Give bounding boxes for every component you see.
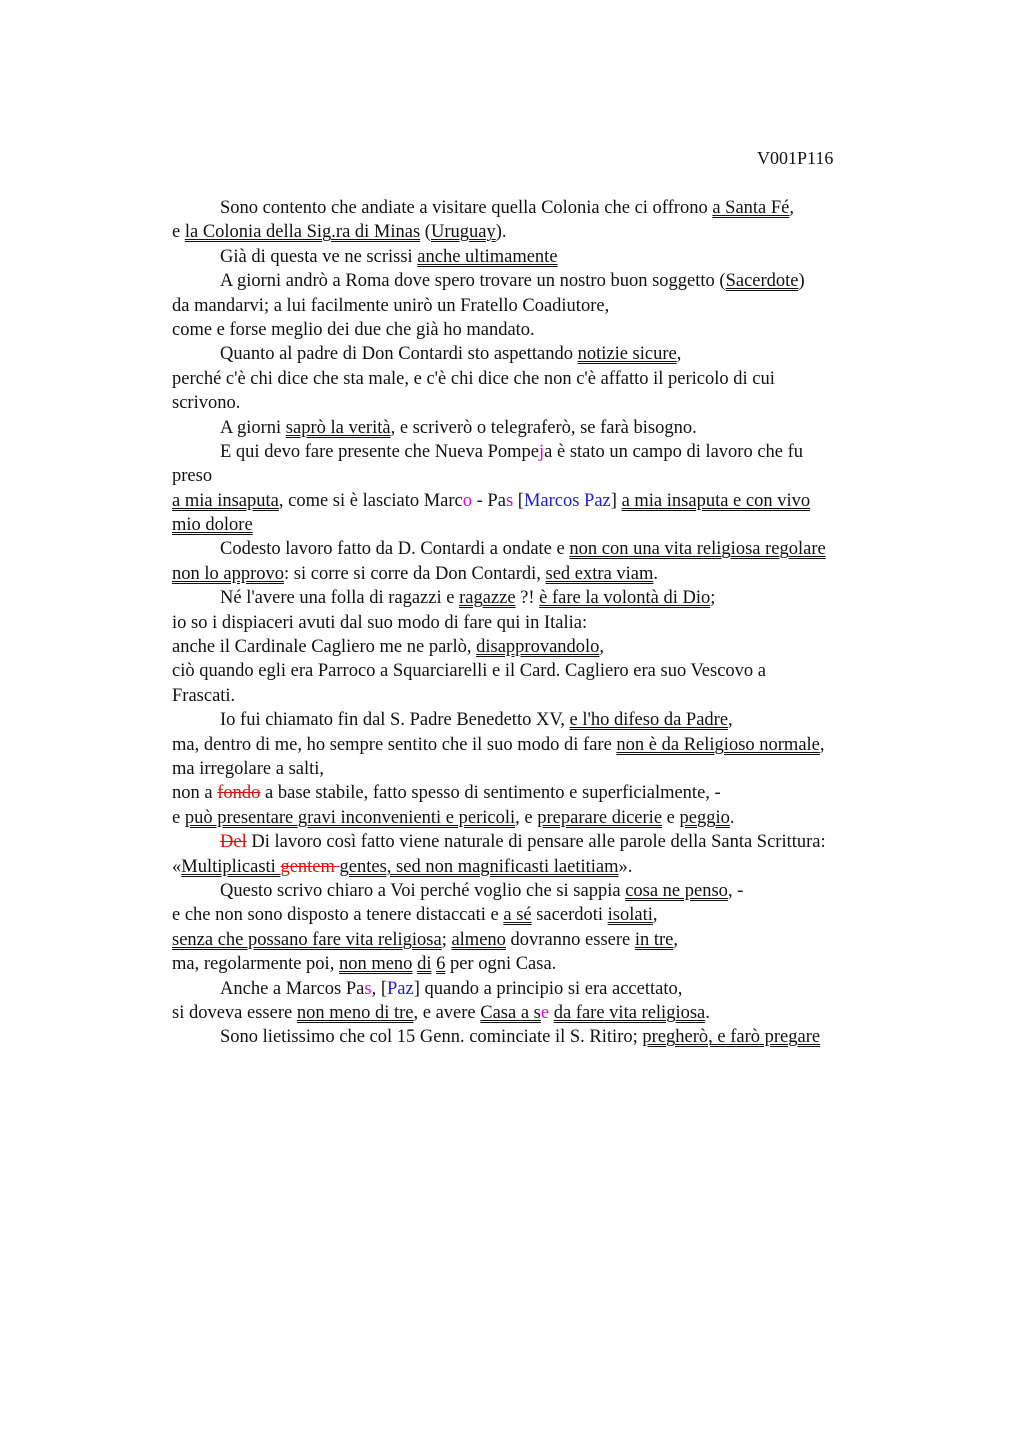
text-line (172, 562, 912, 586)
underlined-text: saprò la verità (285, 417, 391, 438)
underlined-text: in tre (634, 929, 674, 950)
text-segment: ( (420, 222, 431, 243)
text-segment: , come si è lasciato Marc (278, 490, 463, 511)
text-segment: ; (710, 588, 716, 609)
text-segment: a base stabile, fatto spesso di sentimento e superficialmente, - (260, 783, 721, 804)
text-line (172, 952, 912, 976)
text-segment: A giorni andrò a Roma dove spero trovare un nostro buon soggetto ( (220, 271, 726, 292)
text-line (172, 1025, 912, 1049)
magenta-correction: s (364, 978, 372, 999)
text-segment: : si corre si corre da Don Contardi, (284, 563, 546, 584)
text-line (172, 245, 912, 269)
text-segment: , e (515, 807, 538, 828)
underlined-text: isolati (607, 905, 653, 926)
text-line (172, 928, 912, 952)
text-line (172, 855, 912, 879)
text-segment: Né l'avere una folla di ragazzi e (220, 588, 460, 609)
text-segment: , (673, 929, 679, 950)
text-segment: , e scriverò o telegraferò, se farà bisogno. (390, 417, 697, 438)
text-segment: Anche a Marcos Pa (220, 978, 365, 999)
text-line (172, 440, 912, 464)
underlined-text: non lo approvo (172, 563, 285, 584)
text-line (172, 294, 912, 318)
text-line (172, 781, 912, 805)
text-segment: come e forse meglio dei due che già ho mandato. (172, 319, 535, 340)
underlined-text: Uruguay (430, 222, 496, 243)
text-segment: a è stato un campo di lavoro che fu (544, 441, 804, 462)
magenta-correction: o (462, 490, 473, 511)
struck-text: Del (220, 832, 247, 853)
magenta-correction: j (539, 441, 545, 462)
text-segment: ma irregolare a salti, (172, 758, 325, 779)
text-segment: Sono lietissimo che col 15 Genn. cominciate il S. Ritiro; (220, 1027, 643, 1048)
text-segment: « (172, 856, 182, 877)
text-segment: . (729, 807, 735, 828)
text-segment: , (728, 710, 733, 731)
text-segment: sacerdoti (531, 905, 608, 926)
text-line (172, 611, 912, 635)
text-segment: Io fui chiamato fin dal S. Padre Benedetto XV, (220, 710, 570, 731)
underlined-text: 6 (436, 954, 446, 975)
underlined-text: Casa a s (480, 1002, 541, 1023)
underlined-text: anche ultimamente (417, 246, 558, 267)
letter-body (172, 196, 912, 1050)
underlined-text: preparare dicerie (537, 807, 663, 828)
underlined-text: gentes, sed non magnificasti laetitiam (339, 856, 619, 877)
underlined-text: almeno (451, 929, 506, 950)
blue-insertion: Paz (386, 978, 414, 999)
text-segment: Codesto lavoro fatto da D. Contardi a ondate e (220, 539, 570, 560)
struck-text: gentem (280, 856, 340, 877)
text-segment: Sono contento che andiate a visitare quella Colonia che ci offrono (220, 198, 713, 218)
text-line (172, 391, 912, 415)
underlined-text: e l'ho difeso da Padre (569, 710, 729, 731)
text-segment: e (662, 807, 680, 828)
underlined-text: pregherò, e farò pregare (642, 1027, 821, 1048)
text-segment: da mandarvi; a lui facilmente unirò un Fratello Coadiutore, (172, 295, 610, 316)
text-segment: , (789, 198, 795, 218)
text-segment: e (172, 807, 185, 828)
text-segment: io so i dispiaceri avuti dal suo modo di fare qui in Italia: (172, 612, 588, 633)
text-segment: , [ (371, 978, 387, 999)
text-segment: Già di questa ve ne scrissi (220, 246, 418, 267)
text-segment: dovranno essere (505, 929, 635, 950)
text-segment: preso (172, 466, 213, 487)
text-segment: , (676, 344, 682, 365)
text-segment: ma, dentro di me, ho sempre sentito che il suo modo di fare (172, 734, 617, 755)
text-line (172, 269, 912, 293)
underlined-text: a mia insaputa e con vivo (621, 490, 811, 511)
text-segment: - Pa (472, 490, 506, 511)
text-segment: anche il Cardinale Cagliero me ne parlò, (172, 637, 477, 658)
underlined-text: cosa ne penso (625, 880, 728, 901)
text-line (172, 977, 912, 1001)
text-line (172, 416, 912, 440)
page-id: V001P116 (757, 148, 834, 168)
text-segment: E qui devo fare presente che Nueva Pompe (220, 441, 539, 462)
text-segment: ] quando a principio si era accettato, (413, 978, 683, 999)
underlined-text: è fare la volontà di Dio (539, 588, 711, 609)
underlined-text: non è da Religioso normale (616, 734, 820, 755)
underlined-text: Multiplicasti (181, 856, 281, 877)
text-segment: per ogni Casa. (445, 954, 557, 975)
underlined-text: da fare vita religiosa (553, 1002, 706, 1023)
text-line (172, 537, 912, 561)
text-segment: e che non sono disposto a tenere distaccati e (172, 905, 504, 926)
underlined-text: ragazze (459, 588, 516, 609)
underlined-text: di (417, 954, 432, 975)
text-line (172, 830, 912, 854)
text-segment: Questo scrivo chiaro a Voi perché voglio che si sappia (220, 880, 626, 901)
underlined-text: sed extra viam (545, 563, 654, 584)
underlined-text: non meno (338, 954, 413, 975)
text-line (172, 659, 912, 683)
text-line (172, 733, 912, 757)
text-line (172, 342, 912, 366)
text-segment: ?! (515, 588, 540, 609)
text-segment: Frascati. (172, 685, 236, 706)
text-line (172, 635, 912, 659)
text-segment: , (599, 637, 605, 658)
text-segment: ) (798, 271, 805, 292)
text-line (172, 879, 912, 903)
magenta-correction: e (540, 1002, 550, 1023)
underlined-text: notizie sicure (577, 344, 677, 365)
text-segment: ». (618, 856, 633, 877)
text-line (172, 196, 912, 220)
text-line (172, 586, 912, 610)
text-segment: ). (495, 222, 507, 243)
text-segment: Quanto al padre di Don Contardi sto aspettando (220, 344, 578, 365)
text-line (172, 708, 912, 732)
underlined-text: non meno di tre (296, 1002, 414, 1023)
underlined-text: senza che possano fare vita religiosa (172, 929, 442, 950)
text-line (172, 1001, 912, 1025)
underlined-text: mio dolore (172, 515, 253, 536)
text-segment: , (819, 734, 825, 755)
text-segment: , e avere (413, 1002, 481, 1023)
underlined-text: Sacerdote (725, 271, 799, 292)
underlined-text: la Colonia della Sig.ra di Minas (184, 222, 421, 243)
text-segment: si doveva essere (172, 1002, 297, 1023)
text-segment: Di lavoro così fatto viene naturale di pensare alle parole della Santa Scrittura: (246, 832, 826, 853)
text-line (172, 489, 912, 513)
underlined-text: a Santa Fé (712, 198, 790, 218)
text-segment: e (172, 222, 185, 243)
text-segment: , - (727, 880, 744, 901)
text-line (172, 220, 912, 244)
underlined-text: a mia insaputa (172, 490, 279, 511)
text-segment: A giorni (220, 417, 286, 438)
text-segment: scrivono. (172, 393, 241, 414)
text-line (172, 318, 912, 342)
text-segment: ciò quando egli era Parroco a Squarciarelli e il Card. Cagliero era suo Vescovo a (172, 661, 767, 682)
text-segment: non a (172, 783, 218, 804)
text-segment: ; (441, 929, 452, 950)
text-segment: perché c'è chi dice che sta male, e c'è chi dice che non c'è affatto il pericolo di cui (172, 368, 775, 389)
text-segment: ma, regolarmente poi, (172, 954, 339, 975)
text-line (172, 903, 912, 927)
underlined-text: disapprovandolo (476, 637, 600, 658)
underlined-text: a sé (503, 905, 532, 926)
struck-text: fondo (217, 783, 261, 804)
text-segment: , (652, 905, 658, 926)
blue-insertion: Marcos Paz (523, 490, 611, 511)
underlined-text: può presentare gravi inconvenienti e pericoli (184, 807, 516, 828)
text-segment: . (705, 1002, 710, 1023)
text-line (172, 367, 912, 391)
text-line (172, 806, 912, 830)
text-segment: . (653, 563, 659, 584)
magenta-correction: s (505, 490, 514, 511)
underlined-text: peggio (679, 807, 730, 828)
text-line (172, 684, 912, 708)
text-line (172, 757, 912, 781)
text-line (172, 464, 912, 488)
text-segment: ] (610, 490, 622, 511)
underlined-text: non con una vita religiosa regolare (569, 539, 826, 560)
text-line (172, 513, 912, 537)
text-segment: [ (513, 490, 524, 511)
